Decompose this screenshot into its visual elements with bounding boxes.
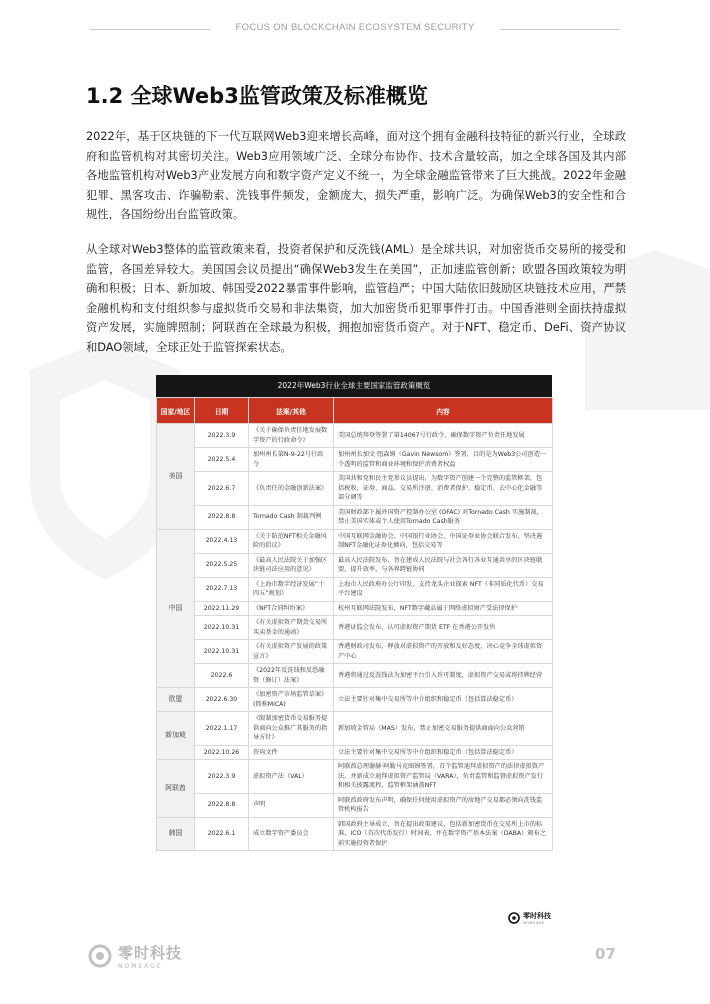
header-region: 国家/地区 [157,398,195,424]
policy-table [156,397,553,851]
header-divider [90,29,210,30]
content-cell: 美国财政部下属外国资产控制办公室 (OFAC) 对Tornado Cash 实施制裁，禁止美国实体或个人使用Tornado Cash服务 [334,505,553,529]
paragraph: 从全球对Web3整体的监管政策来看，投资者保护和反洗钱(AML）是全球共识，对加密货币交易所的接受和监管，各国差异较大。美国国会议员提出“确保Web3发生在美国”，正加速监管创新；欧盟各国政策较为明确和积极；日本、新加坡、韩国受2022暴雷事件影响，监管趋严；中国大陆依旧鼓励区块链技术应用，严禁金融机构和支付组织参与虚拟货币交易和非法集资，加大加密货币犯罪事件打击。中国香港则全面扶持虚拟资产发展，实施牌照制；阿联酋在全球最为积极，拥抱加密货币资产。对于NFT、稳定币、DeFi、资产协议和DAO领域，全球正处于监管探索状态。 [86,243,626,354]
header-date: 日期 [195,398,249,424]
region-cell: 阿联酋 [157,760,195,818]
content-cell: 香港将通过反洗钱法为加密平台引入许可制度，虚拟资产交易或将持牌经营 [334,664,553,688]
header-content: 内容 [334,398,553,424]
law-cell: 《上海市数字经济发展“十四五”规划》 [249,577,334,601]
table-row [157,424,553,448]
law-cell: 《加密资产市场监管草案》(简称MiCA) [249,688,334,712]
content-cell: 立法主要针对集中交易所等中介组织和稳定币（包括算法稳定币） [334,745,553,760]
date-cell: 2022.10.31 [195,616,249,640]
date-cell: 2022.3.9 [195,760,249,794]
content-cell: 美国总统拜登签署了第14067号行政令，确保数字资产负责任地发展 [334,424,553,448]
date-cell: 2022.11.29 [195,601,249,616]
table-row [157,664,553,688]
date-cell: 2022.3.9 [195,424,249,448]
brand-mark-icon [508,912,520,924]
content-cell: 香港证监会发布，认可虚拟资产期货 ETF 在香港公开发售 [334,616,553,640]
law-cell: 《负责任的金融创新法案》 [249,472,334,506]
law-cell: 《关于确保负责任地发展数字资产的行政命令》 [249,424,334,448]
table-brand-name: 零时科技 [523,912,551,920]
table-row [157,505,553,529]
content-cell: 美国共和党和民主党参议员提出，为数字资产创建一个完整的监管框架，包括税收、证券、商品、交易所注册、消费者保护、稳定币、去中心化金融等部分调等 [334,472,553,506]
table-brand-en: NOMEAGE [523,921,545,925]
section-title: 1.2 全球Web3监管政策及标准概览 [86,84,428,108]
footer-brand-name: 零时科技 [118,944,183,962]
law-cell: 声明 [249,793,334,817]
date-cell: 2022.8.8 [195,505,249,529]
table-row [157,577,553,601]
content-cell: 阿联酋政府发布声明，确保任何使用虚拟资产的房地产交易都必须向洗钱监管机构报告 [334,793,553,817]
date-cell: 2022.6.7 [195,472,249,506]
policy-table-container [156,375,552,851]
date-cell: 2022.6 [195,664,249,688]
law-cell: 成立数字资产委员会 [249,817,334,851]
date-cell: 2022.6.1 [195,817,249,851]
table-brand-logo [508,911,551,925]
law-cell: 《关于防范NFT相关金融风险的倡议》 [249,529,334,553]
law-cell: 《NFT合同纠纷案》 [249,601,334,616]
content-cell: 新加坡金管局（MAS）发布，禁止加密交易服务提供商面向公众营销 [334,712,553,746]
table-row [157,817,553,851]
region-cell: 韩国 [157,817,195,851]
content-cell: 上海市人民政府办公厅印发，支持龙头企业探索 NFT（非同质化代币）交易平台建设 [334,577,553,601]
table-row [157,688,553,712]
law-cell: 咨询文件 [249,745,334,760]
content-cell: 阿联酋总理谢赫·阿勒马克图姆签署，首个监管迪拜虚拟资产的法律虚拟资产法，并新成立迪拜虚拟资产监管局（VARA），负责监管和监督虚拟资产发行和相关披露流程，监管框架涵盖NFT [334,760,553,794]
content-cell: 加州州长加文·纽森姆（Gavin Newsom）签署，目的是为Web3公司创造一个透明的监管和商业环境和保护消费者权益 [334,448,553,472]
region-cell: 中国 [157,529,195,688]
region-cell: 新加坡 [157,712,195,760]
date-cell: 2022.7.13 [195,577,249,601]
date-cell: 2022.5.25 [195,553,249,577]
date-cell: 2022.5.4 [195,448,249,472]
date-cell: 2022.1.17 [195,712,249,746]
table-row [157,760,553,794]
content-cell: 最高人民法院发布，旨在建成人民法院与社会各行各业互通共享的区块链联盟，提升效率，与各界跨链协同 [334,553,553,577]
header-law: 法案/其他 [249,398,334,424]
table-header-row [157,398,553,424]
content-cell: 香港财政司发布，释放对虚拟资产的开放和友好态度，决心竞争全球虚拟资产中心 [334,640,553,664]
table-row [157,616,553,640]
law-cell: 《最高人民法院关于加强区块链司法应用的意见》 [249,553,334,577]
paragraph: 2022年，基于区块链的下一代互联网Web3迎来增长高峰，面对这个拥有金融科技特征的新兴行业，全球政府和监管机构对其密切关注。Web3应用领域广泛、全球分布协作、技术含量较高，加之全球各国及其内部各地监管机构对Web3产业发展方向和数字资产定义不统一，为全球金融监管带来了巨大挑战。2022年金融犯罪、黑客攻击、诈骗勒索、洗钱事件频发，金额庞大，损失严重，影响广泛。为确保Web3的安全性和合规性，各国纷纷出台监管政策。 [86,130,626,221]
law-cell: 加州州长第N-9-22号行政令 [249,448,334,472]
date-cell: 2022.8.8 [195,793,249,817]
date-cell: 2022.10.31 [195,640,249,664]
region-cell: 美国 [157,424,195,530]
date-cell: 2022.6.30 [195,688,249,712]
header-text: FOCUS ON BLOCKCHAIN ECOSYSTEM SECURITY [235,22,475,33]
table-row [157,640,553,664]
footer-brand-en: NOMEAGE [118,963,163,970]
table-row [157,793,553,817]
content-cell: 韩国政府主导成立，旨在提出政策建议，包括新加密货币在交易所上市的标准、ICO（首次代币发行）时间表，并在数字资产基本法案（DABA）颁布之前实施投资者保护 [334,817,553,851]
table-row [157,712,553,746]
law-cell: 《2022年反洗钱和反恐融资（修订）法案》 [249,664,334,688]
law-cell: 虚拟资产法（VAL） [249,760,334,794]
header-divider [500,29,620,30]
table-row [157,472,553,506]
page-number: 07 [595,945,616,963]
law-cell: Tornado Cash 制裁判例 [249,505,334,529]
footer-brand-logo [88,942,182,970]
brand-mark-icon [88,944,112,968]
table-row [157,553,553,577]
table-body [157,424,553,851]
table-row [157,448,553,472]
region-cell: 欧盟 [157,688,195,712]
table-row [157,601,553,616]
content-cell: 杭州互联网法院发布，NFT数字藏品属于网络虚拟财产受法律保护 [334,601,553,616]
content-cell: 中国互联网金融协会、中国银行业协会、中国证券业协会联合发布，坚决遏制NFT金融化证券化倾向，包括交易等 [334,529,553,553]
table-row [157,529,553,553]
law-cell: 《限制加密货币交易服务提供商向公众推广其服务的指导方针》 [249,712,334,746]
law-cell: 《有关虚拟资产发展的政策宣言》 [249,640,334,664]
date-cell: 2022.10.26 [195,745,249,760]
date-cell: 2022.4.13 [195,529,249,553]
table-title: 2022年Web3行业全球主要国家监管政策概览 [156,375,552,397]
content-cell: 立法主要针对集中交易所等中介组织和稳定币（包括算法稳定币） [334,688,553,712]
law-cell: 《有关虚拟资产期货交易所买卖基金的通函》 [249,616,334,640]
table-row [157,745,553,760]
